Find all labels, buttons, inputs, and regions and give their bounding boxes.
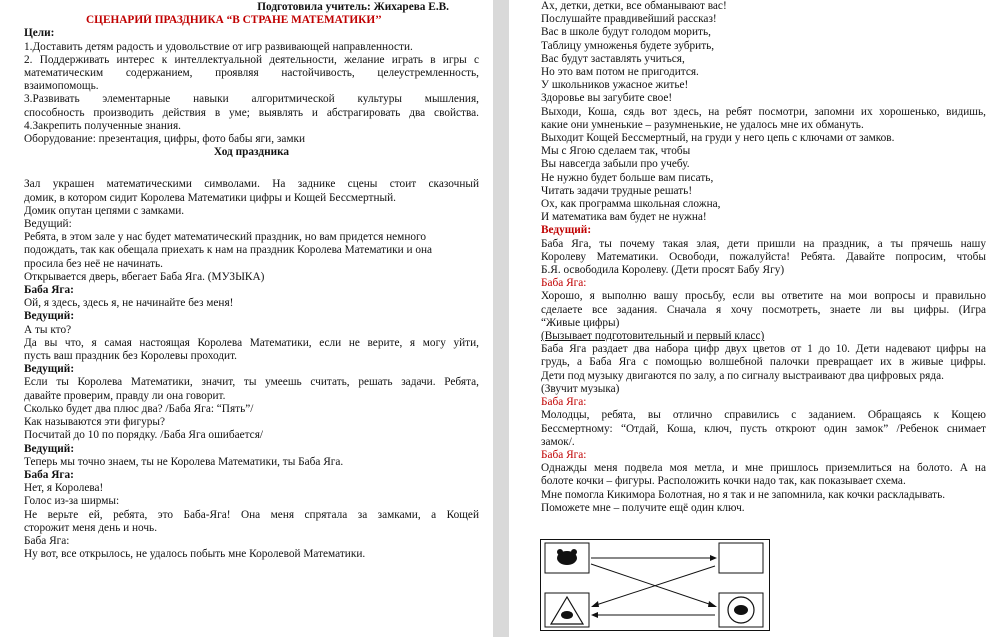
speech-line: сделаете все задания. Сначала я хочу посмотреть, знаете ли вы цифры. (Игра [541,303,986,316]
speech-line: давайте проверим, правду ли она говорит. [24,389,226,402]
speech-line: Ну вот, все открылось, не удалось побыть мне Королевой Математики. [24,548,366,561]
speech-line: А ты кто? [24,323,72,336]
poem-line: Читать задачи трудные решать! [541,184,693,197]
poem-line: Ах, детки, детки, все обманывают вас! [541,0,727,12]
speech-line: Нет, я Королева! [24,482,104,495]
speech-line: болоте кочки – фигуры. Расположить кочки надо так, как показывает схема. [541,475,906,488]
speech-line: замок/. [541,435,575,448]
document-page-left [0,0,493,637]
speaker-label: Ведущий: [541,224,592,237]
hummocks-scheme [540,539,770,631]
story-line: домик, в котором сидит Королева Математики цифры и Кощей Бессмертный. [24,191,396,204]
goal-line: 4.Закрепить полученные знания. [24,119,181,132]
speech-line: (Звучит музыка) [541,382,620,395]
speech-line: Посчитай до 10 по порядку. /Баба Яга ошибается/ [24,429,264,442]
poem-line: Выходи, Коша, сядь вот здесь, на ребят посмотри, запомни их хорошенько, видишь, [541,105,986,118]
poem-line: Выходит Кощей Бессмертный, на груди у него цепь с ключами от замков. [541,132,895,145]
speaker-label: Баба Яга: [24,534,70,547]
speech-line: Теперь мы точно знаем, ты не Королева Математики, ты Баба Яга. [24,455,344,468]
speech-line: пусть ваш праздник без Королевы проходит. [24,350,237,363]
speech-line: подождать, так как обещала приехать к нам на праздник Королева Математики и она [24,244,433,257]
speech-line: Бессмертному: “Отдай, Коша, ключ, пусть откроют один замок” /Ребенок снимает [541,422,986,435]
goal-line: способность производить действия в уме; выявлять и абстрагировать два свойства. [24,106,479,119]
speaker-label: Ведущий: [24,363,75,376]
speaker-label: Баба Яга: [541,396,587,409]
poem-line: Вас в школе будут голодом морить, [541,26,711,39]
speech-line: Не верьте ей, ребята, это Баба-Яга! Она меня спрятала за замками, а Кощей [24,508,479,521]
scheme-cell-top-right [719,543,763,573]
speaker-label: Ведущий: [24,218,72,231]
speaker-label: Ведущий: [24,310,75,323]
speaker-label: Баба Яга: [24,468,74,481]
goal-line: 2. Поддерживать интерес к интеллектуальной деятельности, желание играть в игры с [24,53,479,66]
poem-line: Вы навсегда забыли про учебу. [541,158,690,171]
document-title: СЦЕНАРИЙ ПРАЗДНИКА “В СТРАНЕ МАТЕМАТИКИ’’ [86,14,382,27]
poem-line: Не нужно будет больше вам писать, [541,171,714,184]
poem-line: Таблицу умноженья будете зубрить, [541,39,715,52]
speech-line: Поможете мне – получите ещё один ключ. [541,501,745,514]
speech-line: Молодцы, ребята, вы отлично справились с заданием. Обращаясь к Кощею [541,409,986,422]
speech-line: Если ты Королева Математики, значит, ты умеешь считать, решать задачи. Ребята, [24,376,479,389]
speech-line: Однажды меня подвела моя метла, и мне пришлось приземлиться на болото. А на [541,462,986,475]
story-line: Домик опутан цепями с замками. [24,204,185,217]
speech-line: Мне помогла Кикимора Болотная, но я так и не запомнила, как кочки раскладывать. [541,488,946,501]
goal-line: математическим содержанием, проявляя настойчивость, целеустремленность, [24,67,479,80]
story-line: Зал украшен математическими символами. На заднике сцены стоит сказочный [24,178,479,191]
speech-line: Ой, я здесь, здесь я, не начинайте без меня! [24,297,234,310]
goal-line: 1.Доставить детям радость и удовольствие от игр развивающей направленности. [24,40,413,53]
speech-line: Баба Яга раздает два набора цифр двух цветов от 1 до 10. Дети надевают цифры на [541,343,986,356]
speech-line: “Живые цифры) [541,316,620,329]
poem-line: какие они умненькие – разумненькие, не удалось мне их обмануть. [541,118,864,131]
class-call-line: (Вызывает подготовительный и первый класс) [541,330,765,343]
poem-line: Мы с Ягою сделаем так, чтобы [541,145,691,158]
speech-line: Как называются эти фигуры? [24,416,165,429]
poem-line: Вас будут заставлять учиться, [541,52,685,65]
speaker-label: Баба Яга: [541,277,587,290]
course-heading: Ход праздника [213,146,290,159]
speaker-label: Баба Яга: [541,448,587,461]
scheme-drawing [541,540,769,630]
speech-line: Сколько будет два плюс два? /Баба Яга: “Пять”/ [24,402,254,415]
speech-line: Хорошо, я выполню вашу просьбу, если вы ответите на мои вопросы и правильно [541,290,986,303]
speech-line: грудь, а Баба Яга с помощью волшебной палочки превращает их в живые цифры. [541,356,986,369]
goals-heading: Цели: [24,27,55,40]
poem-line: Послушайте правдивейший рассказ! [541,13,717,26]
poem-line: У школьников ужасное житье! [541,79,689,92]
speech-line: Королеву Математики. Освободи, пожалуйста! Ребята. Давайте попросим, чтобы [541,250,986,263]
speaker-label: Ведущий: [24,442,75,455]
speech-line: Б.Я. освободила Королеву. (Дети просят Бабу Ягу) [541,264,785,277]
speech-line: Баба Яга, ты почему такая злая, дети пришли на праздник, а ты прячешь нашу [541,237,986,250]
poem-line: Здоровье вы загубите свое! [541,92,673,105]
poem-line: Но это вам потом не пригодится. [541,66,699,79]
goal-line: 3.Развивать элементарные навыки алгоритмической культуры мышления, [24,93,479,106]
poem-line: Ох, как программа школьная сложна, [541,198,721,211]
speech-line: Дети под музыку двигаются по залу, а по сигналу выстраивают два цифровых ряда. [541,369,944,382]
speech-line: Открывается дверь, вбегает Баба Яга. (МУЗЫКА) [24,270,265,283]
goal-line: взаимопомощь. [24,80,99,93]
speech-line: Да вы что, я самая настоящая Королева Математики, если не верите, я могу уйти, [24,336,479,349]
author-line: Подготовила учитель: Жихарева Е.В. [257,1,449,13]
speech-line: Голос из-за ширмы: [24,495,120,508]
equipment-line: Оборудование: презентация, цифры, фото бабы яги, замки [24,133,306,146]
poem-line: И математика вам будет не нужна! [541,211,707,224]
speaker-label: Баба Яга: [24,284,74,297]
speech-line: Ребята, в этом зале у нас будет математический праздник, но вам придется немного [24,231,427,244]
speech-line: сторожит меня день и ночь. [24,521,158,534]
speech-line: просила без неё не начинать. [24,257,163,270]
